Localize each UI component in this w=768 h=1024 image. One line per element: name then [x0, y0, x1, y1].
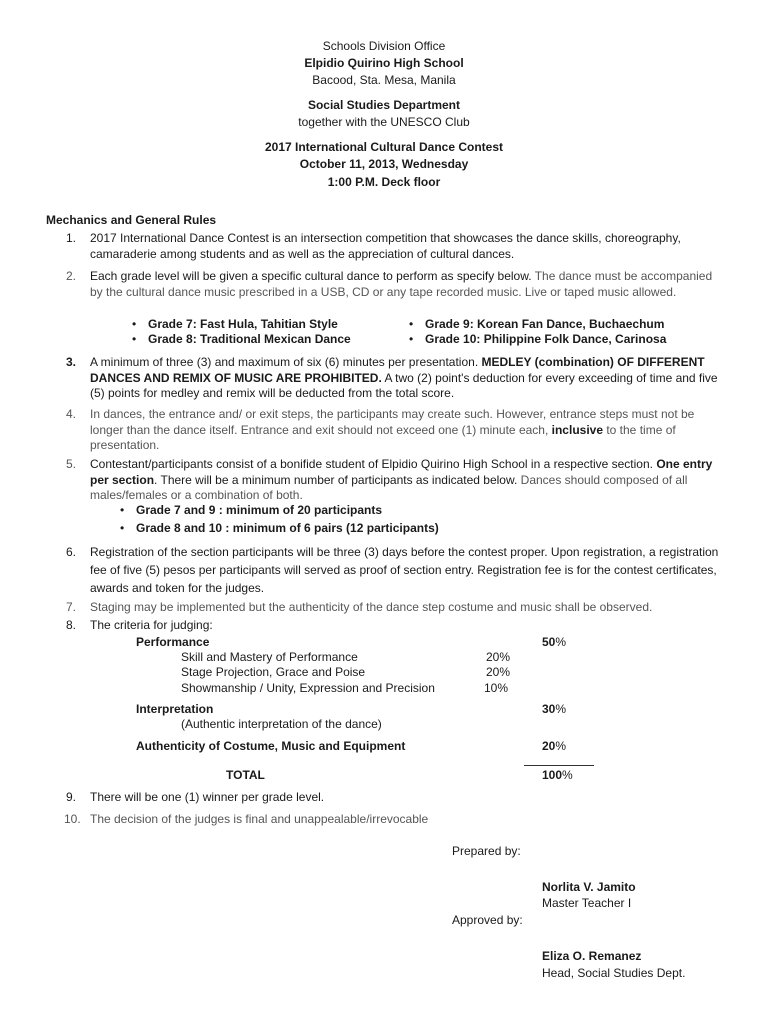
bullet-icon: •	[120, 503, 125, 517]
rule-number: 4.	[66, 407, 77, 421]
min-participants-7-9: • Grade 7 and 9 : minimum of 20 participants	[120, 503, 383, 517]
rule-text-emphasis: MEDLEY (combination) OF DIFFERENT DANCES AND REMIX OF MUSIC ARE PROHIBITED.	[90, 355, 705, 385]
event-title: 2017 International Cultural Dance Contest	[264, 140, 504, 154]
grade-8-dance: • Grade 8: Traditional Mexican Dance	[132, 332, 351, 346]
criteria-authenticity-pct: 20%	[542, 739, 567, 753]
rule-text-tail: A two (2) point's deduction for every exceeding of time and five (5) points for medley and remix will be deducted from the total score.	[90, 370, 718, 400]
prepared-by-title: Master Teacher I	[542, 896, 632, 910]
rule-text: Staging may be implemented but the authenticity of the dance step costume and music shall be observed.	[90, 600, 653, 614]
criteria-showmanship-label: Showmanship / Unity, Expression and Precision	[181, 681, 435, 695]
criteria-interpretation-note: (Authentic interpretation of the dance)	[181, 717, 382, 731]
approved-by-title: Head, Social Studies Dept.	[542, 966, 686, 980]
bullet-icon: •	[409, 332, 414, 346]
rule-number: 2.	[66, 269, 77, 283]
school-name: Elpidio Quirino High School	[304, 56, 464, 70]
bullet-icon: •	[120, 521, 125, 535]
co-organizer: together with the UNESCO Club	[298, 115, 470, 129]
approved-by-name: Eliza O. Remanez	[542, 949, 642, 963]
rule-number: 10.	[64, 812, 81, 826]
rule-number: 9.	[66, 790, 77, 804]
rule-text: There will be one (1) winner per grade level.	[90, 790, 325, 804]
rule-text: Each grade level will be given a specific cultural dance to perform as specify below.	[90, 269, 535, 283]
school-address: Bacood, Sta. Mesa, Manila	[312, 73, 456, 87]
total-divider	[524, 765, 594, 766]
prepared-by-label: Prepared by:	[452, 844, 521, 858]
rule-text-tail: to the time of presentation.	[90, 422, 676, 452]
rule-text-tail: . There will be a minimum number of participants as indicated below.	[154, 472, 521, 487]
grade-7-dance: • Grade 7: Fast Hula, Tahitian Style	[132, 317, 338, 331]
rule-text-note: The dance must be accompanied by the cultural dance music prescribed in a USB, CD or any tape recorded music. Live or taped music allowed.	[90, 269, 713, 299]
rule-text: A minimum of three (3) and maximum of six (6) minutes per presentation.	[90, 355, 482, 369]
rule-text: The decision of the judges is final and unappealable/irrevocable	[90, 812, 429, 826]
criteria-performance-pct: 50%	[542, 635, 567, 649]
rule-text: 2017 International Dance Contest is an intersection competition that showcases the dance skills, choreography, camaraderie among students and as well as the appreciation of cultural dances.	[90, 231, 681, 261]
criteria-authenticity-label: Authenticity of Costume, Music and Equipment	[136, 739, 406, 753]
rule-text: The criteria for judging:	[90, 618, 213, 632]
rule-text-note: Dances should composed of all males/females or a combination of both.	[90, 472, 688, 502]
criteria-performance-label: Performance	[136, 635, 210, 649]
grade-10-dance: • Grade 10: Philippine Folk Dance, Carinosa	[409, 332, 667, 346]
rule-text-emphasis: One entry per section	[90, 457, 713, 487]
rule-text: In dances, the entrance and/ or exit steps, the participants may create such. However, entrance steps must not be longer than the dance itself. Entrance and exit should not exceed one (1) minute each,	[90, 407, 695, 437]
bullet-icon: •	[132, 317, 137, 331]
criteria-interpretation-label: Interpretation	[136, 702, 214, 716]
criteria-stage-pct: 20%	[486, 665, 511, 679]
rule-text: Registration of the section participants will be three (3) days before the contest proper. Upon registration, a registration fee of five (5) pesos per participants will served as proof of section entry. Registration fee is for the contest certificates, awards and token for the judges.	[90, 545, 719, 595]
grade-9-dance: • Grade 9: Korean Fan Dance, Buchaechum	[409, 317, 665, 331]
prepared-by-name: Norlita V. Jamito	[542, 880, 636, 894]
min-participants-8-10: • Grade 8 and 10 : minimum of 6 pairs (12 participants)	[120, 521, 439, 535]
event-date: October 11, 2013, Wednesday	[299, 157, 469, 171]
rule-number: 1.	[66, 231, 77, 245]
criteria-stage-label: Stage Projection, Grace and Poise	[181, 665, 366, 679]
rule-text-emphasis: inclusive	[551, 422, 603, 437]
bullet-icon: •	[132, 332, 137, 346]
rule-number: 8.	[66, 618, 77, 632]
rule-number: 3.	[66, 355, 77, 369]
criteria-showmanship-pct: 10%	[484, 681, 509, 695]
rule-number: 7.	[66, 600, 77, 614]
rule-text: Contestant/participants consist of a bonifide student of Elpidio Quirino High School in a respective section.	[90, 457, 657, 471]
criteria-total-pct: 100%	[542, 768, 573, 782]
bullet-icon: •	[409, 317, 414, 331]
department-name: Social Studies Department	[307, 98, 461, 112]
criteria-skill-label: Skill and Mastery of Performance	[181, 650, 358, 664]
criteria-skill-pct: 20%	[486, 650, 511, 664]
criteria-total-label: TOTAL	[226, 768, 265, 782]
event-time-place: 1:00 P.M. Deck floor	[327, 175, 441, 189]
approved-by-label: Approved by:	[452, 913, 523, 927]
rule-number: 6.	[66, 545, 77, 559]
office-name: Schools Division Office	[322, 39, 446, 53]
section-title: Mechanics and General Rules	[46, 213, 217, 227]
rule-number: 5.	[66, 457, 77, 471]
criteria-interpretation-pct: 30%	[542, 702, 567, 716]
